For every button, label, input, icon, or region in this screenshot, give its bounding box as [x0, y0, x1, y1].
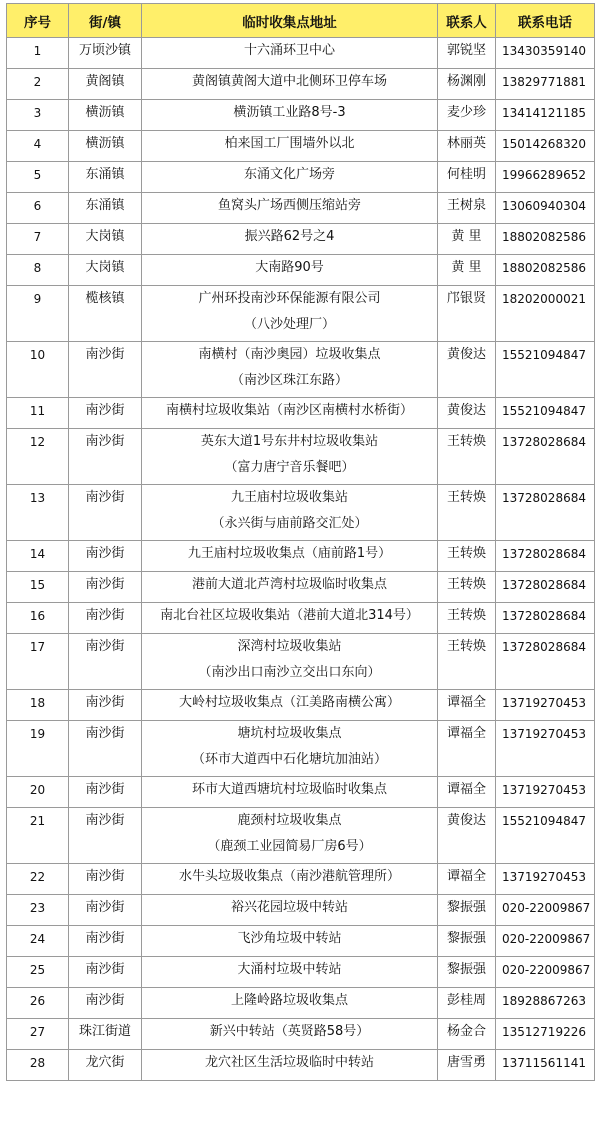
row-address [142, 690, 438, 721]
row-phone: 13711561141 [496, 1050, 595, 1081]
row-address [142, 572, 438, 603]
row-contact: 何桂明 [438, 162, 496, 193]
row-phone: 13728028684 [496, 429, 595, 485]
address-line: 九王庙村垃圾收集站 [230, 490, 348, 505]
header-contact: 联系人 [438, 4, 496, 38]
row-number: 21 [7, 808, 69, 864]
row-phone: 13728028684 [496, 603, 595, 634]
row-town: 龙穴街 [69, 1050, 142, 1081]
row-address [142, 957, 438, 988]
address-line: 南北台社区垃圾收集站（港前大道北314号） [160, 608, 419, 623]
address-line: 南横村（南沙奥园）垃圾收集点 [198, 347, 381, 362]
row-phone: 13512719226 [496, 1019, 595, 1050]
row-phone: 13719270453 [496, 690, 595, 721]
row-phone: 18802082586 [496, 255, 595, 286]
table-body [7, 38, 595, 1081]
row-phone: 13719270453 [496, 777, 595, 808]
row-number: 16 [7, 603, 69, 634]
row-phone: 13728028684 [496, 541, 595, 572]
row-address [142, 224, 438, 255]
row-address [142, 634, 438, 690]
row-town: 东涌镇 [69, 193, 142, 224]
address-line: 横沥镇工业路8号-3 [233, 105, 346, 120]
row-town: 东涌镇 [69, 162, 142, 193]
row-address [142, 342, 438, 398]
address-line: 十六涌环卫中心 [243, 43, 335, 58]
row-number: 27 [7, 1019, 69, 1050]
address-line: 大南路90号 [255, 260, 324, 275]
row-contact: 王转焕 [438, 603, 496, 634]
address-line: 深湾村垃圾收集站 [237, 639, 342, 654]
row-number: 12 [7, 429, 69, 485]
table-row [7, 100, 595, 131]
table-row [7, 572, 595, 603]
address-line: 水牛头垃圾收集点（南沙港航管理所） [178, 869, 400, 884]
row-number: 4 [7, 131, 69, 162]
row-phone: 18202000021 [496, 286, 595, 342]
row-town: 南沙街 [69, 957, 142, 988]
row-phone: 13829771881 [496, 69, 595, 100]
address-line: （南沙出口南沙立交出口东向） [198, 665, 381, 680]
row-town: 横沥镇 [69, 131, 142, 162]
row-address [142, 864, 438, 895]
row-town: 南沙街 [69, 864, 142, 895]
row-contact: 杨金合 [438, 1019, 496, 1050]
table-row [7, 926, 595, 957]
header-address: 临时收集点地址 [142, 4, 438, 38]
row-contact: 黄 里 [438, 224, 496, 255]
row-town: 南沙街 [69, 485, 142, 541]
row-number: 9 [7, 286, 69, 342]
row-number: 8 [7, 255, 69, 286]
row-phone: 19966289652 [496, 162, 595, 193]
row-contact: 郭锐坚 [438, 38, 496, 69]
row-number: 3 [7, 100, 69, 131]
row-number: 19 [7, 721, 69, 777]
row-phone: 020-22009867 [496, 926, 595, 957]
row-number: 13 [7, 485, 69, 541]
address-line: 鱼窝头广场西侧压缩站旁 [217, 198, 361, 213]
row-phone: 13719270453 [496, 864, 595, 895]
row-number: 20 [7, 777, 69, 808]
row-town: 南沙街 [69, 342, 142, 398]
row-address [142, 162, 438, 193]
row-contact: 黄俊达 [438, 342, 496, 398]
row-town: 南沙街 [69, 398, 142, 429]
address-line: 东涌文化广场旁 [243, 167, 335, 182]
table-row [7, 634, 595, 690]
address-line: 英东大道1号东井村垃圾收集站 [200, 434, 379, 449]
row-town: 榄核镇 [69, 286, 142, 342]
row-contact: 麦少珍 [438, 100, 496, 131]
row-town: 横沥镇 [69, 100, 142, 131]
row-contact: 黄俊达 [438, 398, 496, 429]
row-phone: 13430359140 [496, 38, 595, 69]
table-row [7, 1050, 595, 1081]
table-row [7, 255, 595, 286]
table-row [7, 895, 595, 926]
table-row [7, 721, 595, 777]
row-number: 18 [7, 690, 69, 721]
row-phone: 13719270453 [496, 721, 595, 777]
address-line: 大岭村垃圾收集点（江美路南横公寓） [178, 695, 400, 710]
row-town: 南沙街 [69, 895, 142, 926]
address-line: （永兴街与庙前路交汇处） [211, 516, 368, 531]
address-line: 裕兴花园垃圾中转站 [230, 900, 348, 915]
table-row [7, 603, 595, 634]
table-row [7, 777, 595, 808]
row-address [142, 808, 438, 864]
row-address [142, 603, 438, 634]
row-contact: 杨渊刚 [438, 69, 496, 100]
row-contact: 谭福全 [438, 690, 496, 721]
address-line: 塘坑村垃圾收集点 [237, 726, 342, 741]
row-address [142, 255, 438, 286]
address-line: （鹿颈工业园简易厂房6号） [207, 839, 372, 854]
table-row [7, 485, 595, 541]
address-line: 黄阁镇黄阁大道中北侧环卫停车场 [191, 74, 387, 89]
address-line: （富力唐宁音乐餐吧） [224, 460, 355, 475]
collection-points-table [6, 3, 595, 1081]
table-row [7, 429, 595, 485]
row-address [142, 777, 438, 808]
row-number: 22 [7, 864, 69, 895]
row-town: 南沙街 [69, 777, 142, 808]
address-line: 鹿颈村垃圾收集点 [237, 813, 342, 828]
row-contact: 黎振强 [438, 957, 496, 988]
table-row [7, 193, 595, 224]
row-town: 南沙街 [69, 572, 142, 603]
row-town: 南沙街 [69, 541, 142, 572]
row-phone: 15014268320 [496, 131, 595, 162]
table-row [7, 864, 595, 895]
row-number: 5 [7, 162, 69, 193]
row-contact: 黄俊达 [438, 808, 496, 864]
row-address [142, 398, 438, 429]
row-address [142, 721, 438, 777]
header-no: 序号 [7, 4, 69, 38]
row-phone: 020-22009867 [496, 957, 595, 988]
address-line: 新兴中转站（英贤路58号） [209, 1024, 370, 1039]
table-row [7, 38, 595, 69]
table-row [7, 69, 595, 100]
row-contact: 谭福全 [438, 777, 496, 808]
address-line: （南沙区珠江东路） [230, 373, 348, 388]
address-line: 龙穴社区生活垃圾临时中转站 [204, 1055, 374, 1070]
table-row [7, 131, 595, 162]
row-contact: 王转焕 [438, 429, 496, 485]
row-address [142, 193, 438, 224]
table-row [7, 342, 595, 398]
address-line: 飞沙角垃圾中转站 [237, 931, 342, 946]
row-phone: 18928867263 [496, 988, 595, 1019]
row-number: 10 [7, 342, 69, 398]
header-phone: 联系电话 [496, 4, 595, 38]
address-line: 南横村垃圾收集站（南沙区南横村水桥街） [165, 403, 413, 418]
table-header-row [7, 4, 595, 38]
address-line: 柏来国工厂围墙外以北 [224, 136, 355, 151]
row-contact: 谭福全 [438, 721, 496, 777]
row-contact: 邝银贤 [438, 286, 496, 342]
table-row [7, 988, 595, 1019]
row-town: 珠江街道 [69, 1019, 142, 1050]
row-address [142, 38, 438, 69]
row-town: 万顷沙镇 [69, 38, 142, 69]
row-number: 23 [7, 895, 69, 926]
row-number: 7 [7, 224, 69, 255]
row-town: 南沙街 [69, 634, 142, 690]
row-phone: 13060940304 [496, 193, 595, 224]
row-town: 南沙街 [69, 988, 142, 1019]
row-town: 南沙街 [69, 926, 142, 957]
address-line: （八沙处理厂） [243, 317, 335, 332]
address-line: 大涌村垃圾中转站 [237, 962, 342, 977]
row-address [142, 286, 438, 342]
row-phone: 020-22009867 [496, 895, 595, 926]
table-row [7, 1019, 595, 1050]
row-number: 6 [7, 193, 69, 224]
row-town: 黄阁镇 [69, 69, 142, 100]
row-phone: 13728028684 [496, 634, 595, 690]
row-address [142, 988, 438, 1019]
table-row [7, 224, 595, 255]
row-number: 28 [7, 1050, 69, 1081]
row-address [142, 1019, 438, 1050]
row-number: 11 [7, 398, 69, 429]
row-town: 大岗镇 [69, 224, 142, 255]
row-phone: 15521094847 [496, 398, 595, 429]
table-row [7, 162, 595, 193]
row-address [142, 69, 438, 100]
row-number: 25 [7, 957, 69, 988]
row-town: 大岗镇 [69, 255, 142, 286]
row-town: 南沙街 [69, 603, 142, 634]
row-contact: 黎振强 [438, 926, 496, 957]
row-town: 南沙街 [69, 429, 142, 485]
row-contact: 王转焕 [438, 541, 496, 572]
row-number: 2 [7, 69, 69, 100]
table-row [7, 286, 595, 342]
row-contact: 唐雪勇 [438, 1050, 496, 1081]
row-contact: 彭桂周 [438, 988, 496, 1019]
row-address [142, 926, 438, 957]
row-address [142, 895, 438, 926]
row-town: 南沙街 [69, 690, 142, 721]
row-number: 26 [7, 988, 69, 1019]
row-number: 1 [7, 38, 69, 69]
address-line: 广州环投南沙环保能源有限公司 [198, 291, 381, 306]
row-contact: 王树泉 [438, 193, 496, 224]
table-row [7, 690, 595, 721]
address-line: 港前大道北芦湾村垃圾临时收集点 [191, 577, 387, 592]
row-contact: 谭福全 [438, 864, 496, 895]
row-contact: 王转焕 [438, 485, 496, 541]
row-phone: 15521094847 [496, 342, 595, 398]
row-contact: 王转焕 [438, 634, 496, 690]
row-phone: 13414121185 [496, 100, 595, 131]
address-line: 振兴路62号之4 [244, 229, 335, 244]
row-address [142, 131, 438, 162]
table-row [7, 808, 595, 864]
row-phone: 13728028684 [496, 485, 595, 541]
table-row [7, 957, 595, 988]
row-contact: 黎振强 [438, 895, 496, 926]
header-town: 街/镇 [69, 4, 142, 38]
address-line: 上隆岭路垃圾收集点 [230, 993, 348, 1008]
row-address [142, 541, 438, 572]
row-number: 17 [7, 634, 69, 690]
table-row [7, 398, 595, 429]
row-phone: 13728028684 [496, 572, 595, 603]
row-address [142, 485, 438, 541]
address-line: 环市大道西塘坑村垃圾临时收集点 [191, 782, 387, 797]
row-town: 南沙街 [69, 808, 142, 864]
row-contact: 黄 里 [438, 255, 496, 286]
row-phone: 15521094847 [496, 808, 595, 864]
address-line: （环市大道西中石化塘坑加油站） [191, 752, 387, 767]
row-contact: 林丽英 [438, 131, 496, 162]
table-row [7, 541, 595, 572]
row-number: 24 [7, 926, 69, 957]
row-contact: 王转焕 [438, 572, 496, 603]
row-address [142, 429, 438, 485]
row-phone: 18802082586 [496, 224, 595, 255]
row-address [142, 100, 438, 131]
row-number: 14 [7, 541, 69, 572]
address-line: 九王庙村垃圾收集点（庙前路1号） [187, 546, 392, 561]
row-address [142, 1050, 438, 1081]
row-number: 15 [7, 572, 69, 603]
row-town: 南沙街 [69, 721, 142, 777]
